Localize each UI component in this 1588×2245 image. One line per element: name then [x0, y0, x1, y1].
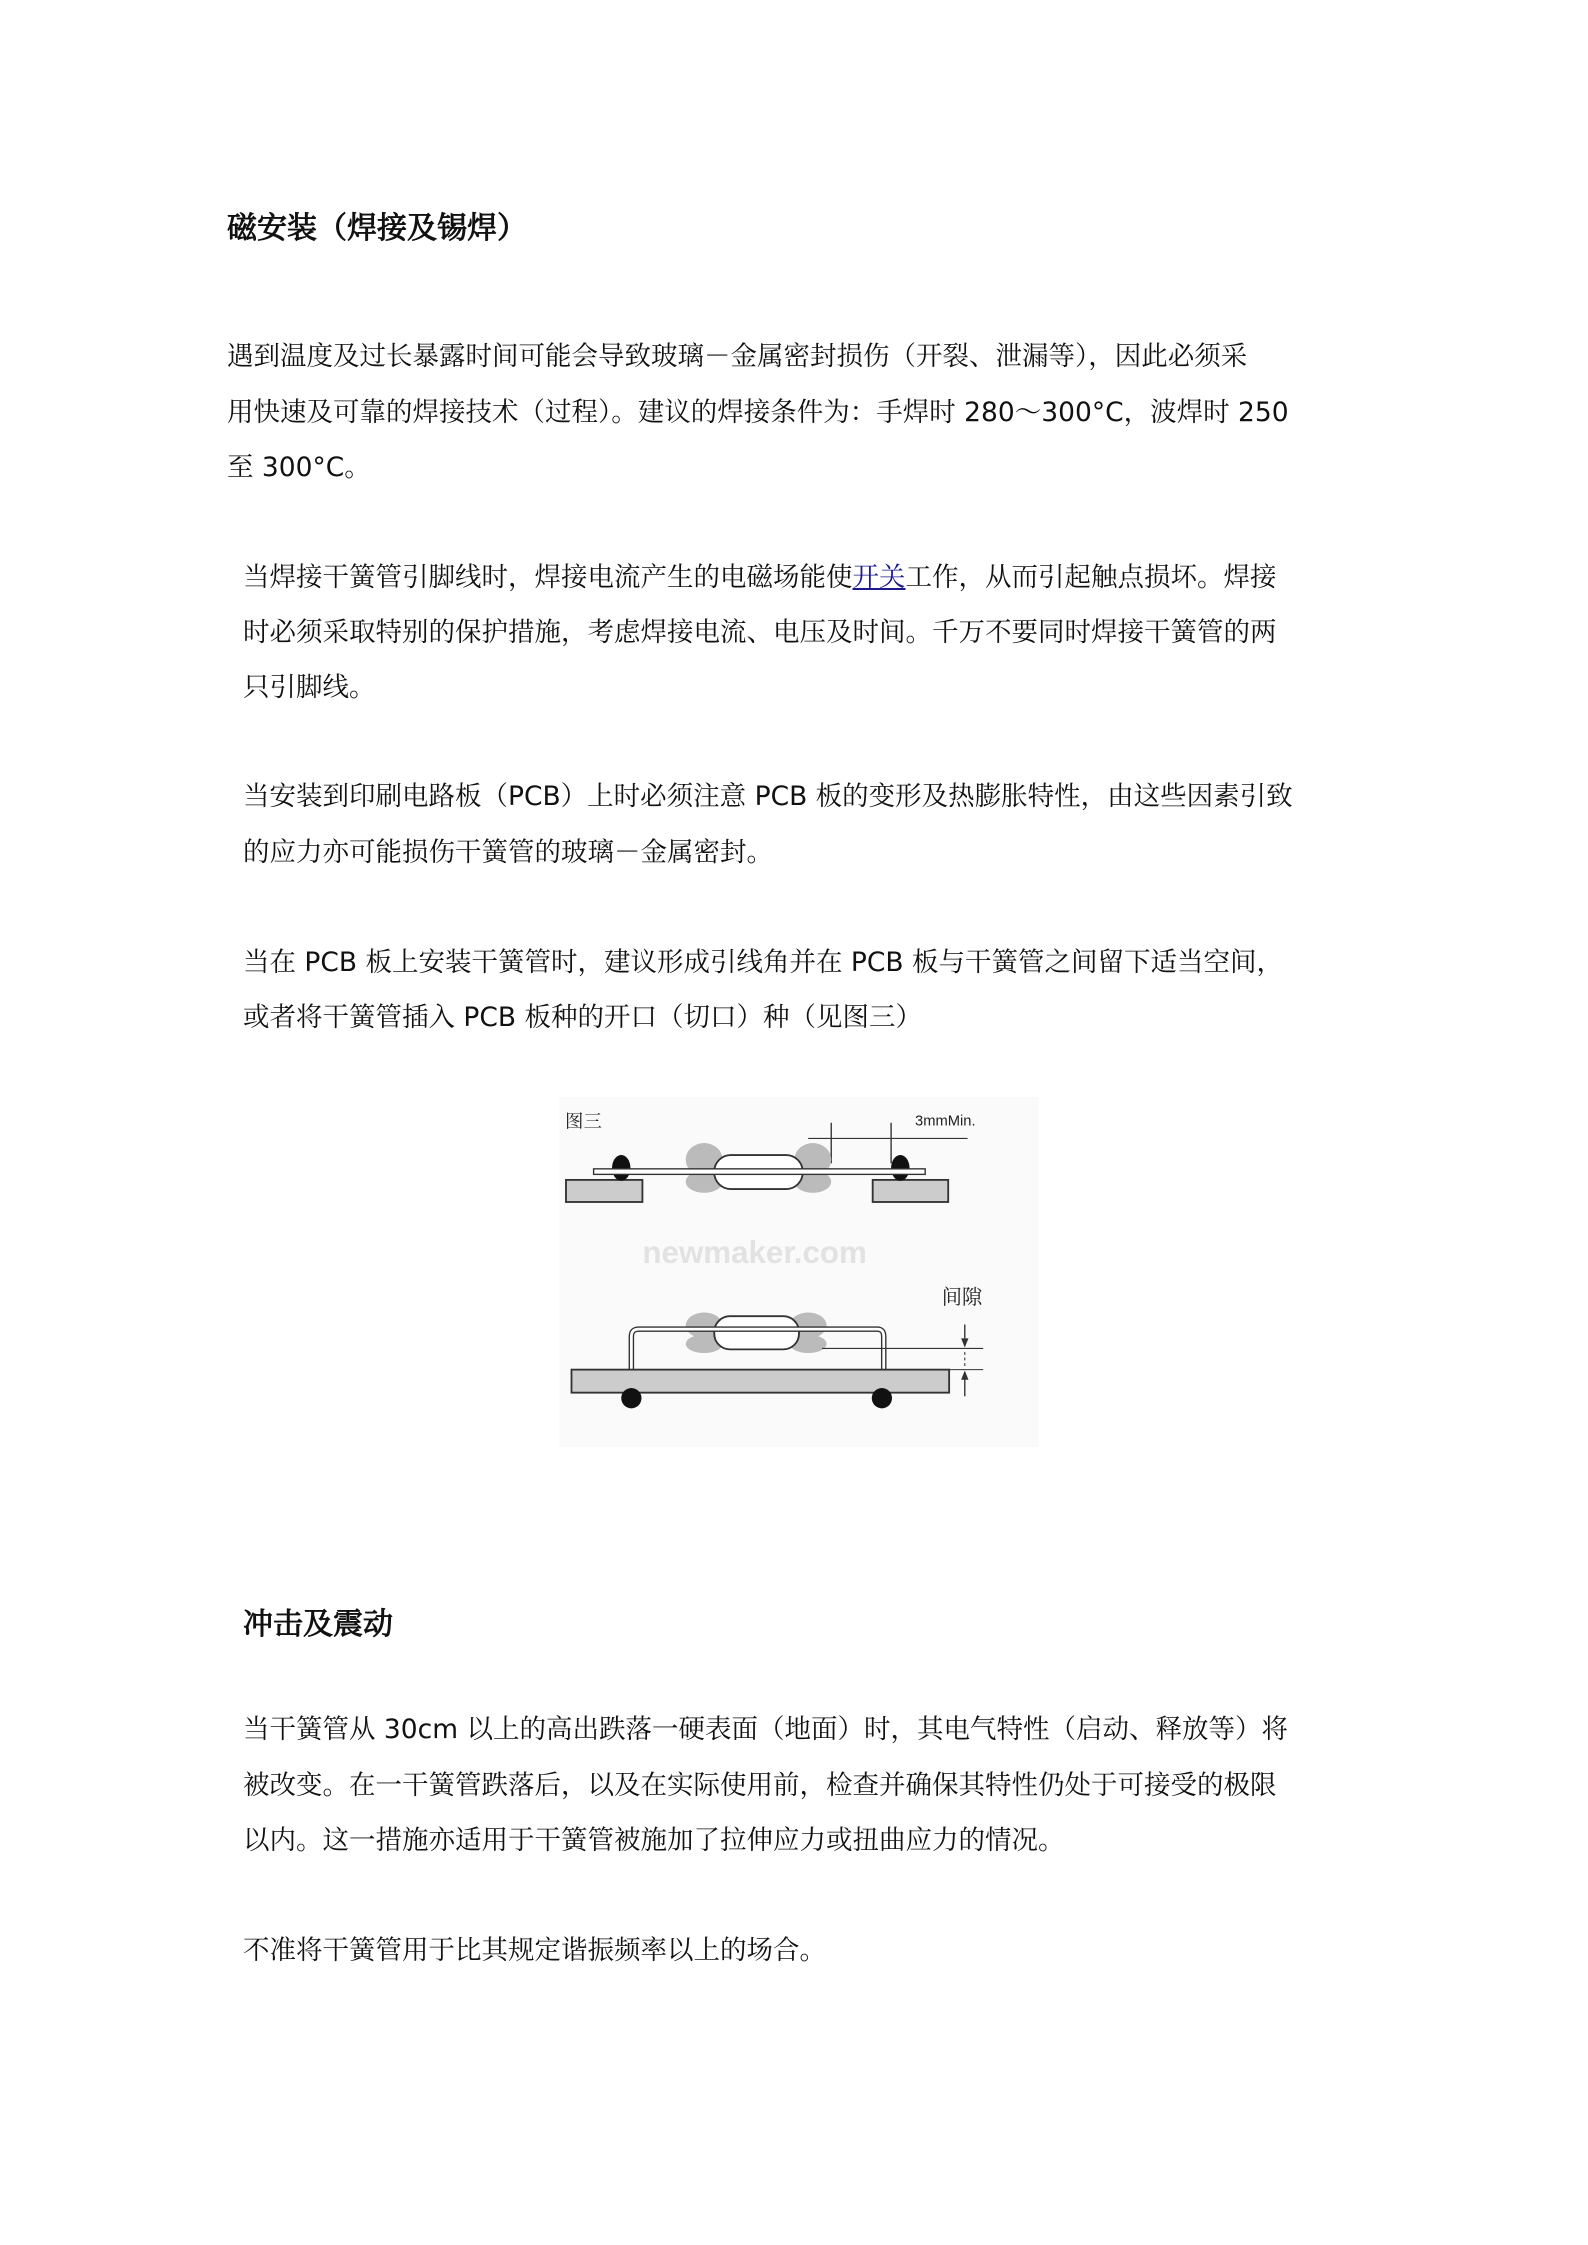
- switch-link[interactable]: 开关: [852, 562, 906, 593]
- text: 当焊接干簧管引脚线时，焊接电流产生的电磁场能使: [243, 562, 853, 593]
- text: 工作，从而引起触点损坏。焊接: [905, 562, 1277, 593]
- figure-label: 图三: [565, 1111, 602, 1133]
- paragraph-line: 当在 PCB 板上安装干簧管时，建议形成引线角并在 PCB 板与干簧管之间留下适当空间，: [243, 947, 1284, 978]
- figure-watermark: newmaker.com: [642, 1234, 867, 1270]
- paragraph-line: 以内。这一措施亦适用于干簧管被施加了拉伸应力或扭曲应力的情况。: [243, 1825, 1065, 1856]
- paragraph-line: 只引脚线。: [243, 672, 376, 703]
- paragraph-line: 或者将干簧管插入 PCB 板种的开口（切口）种（见图三）: [243, 1002, 923, 1033]
- paragraph-line: 当安装到印刷电路板（PCB）上时必须注意 PCB 板的变形及热膨胀特性，由这些因素引致: [243, 781, 1293, 812]
- paragraph-line: 用快速及可靠的焊接技术（过程）。建议的焊接条件为：手焊时 280～300°C，波焊时 250: [227, 397, 1289, 428]
- paragraph-line: 不准将干簧管用于比其规定谐振频率以上的场合。: [243, 1935, 826, 1966]
- section-heading-shock-vibration: 冲击及震动: [243, 1607, 393, 1642]
- paragraph-line: 的应力亦可能损伤干簧管的玻璃－金属密封。: [243, 837, 773, 868]
- paragraph-line: 至 300°C。: [227, 452, 371, 483]
- gap-label: 间隙: [941, 1285, 983, 1310]
- section-heading-soldering: 磁安装（焊接及锡焊）: [227, 211, 527, 246]
- dimension-label: 3mmMin.: [915, 1113, 976, 1130]
- paragraph-line: 时必须采取特别的保护措施，考虑焊接电流、电压及时间。千万不要同时焊接干簧管的两: [243, 617, 1277, 648]
- paragraph-line: 当干簧管从 30cm 以上的高出跌落一硬表面（地面）时，其电气特性（启动、释放等）将: [243, 1714, 1288, 1745]
- paragraph-line: 遇到温度及过长暴露时间可能会导致玻璃－金属密封损伤（开裂、泄漏等），因此必须采: [227, 341, 1248, 372]
- paragraph-line: [243, 561, 1277, 595]
- reed-switch-mounting-figure: [549, 1097, 1049, 1447]
- paragraph-line: 被改变。在一干簧管跌落后，以及在实际使用前，检查并确保其特性仍处于可接受的极限: [243, 1770, 1277, 1801]
